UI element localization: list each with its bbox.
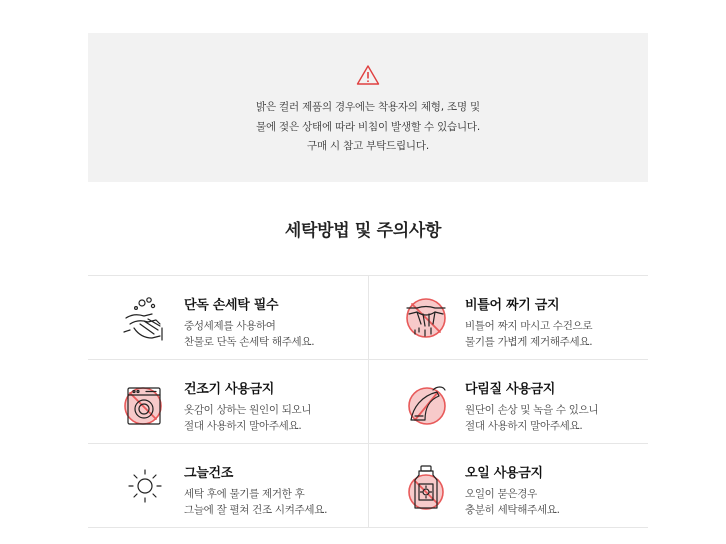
no-wring-icon xyxy=(403,294,449,344)
no-tumble-dry-icon xyxy=(122,378,168,428)
care-title: 다림질 사용금지 xyxy=(465,382,556,397)
notice-box xyxy=(88,33,648,182)
care-desc-1: 비틀어 짜지 마시고 수건으로 xyxy=(465,320,593,332)
care-desc-2: 절대 사용하지 말아주세요. xyxy=(184,420,302,432)
care-item-shade-dry xyxy=(88,444,368,528)
care-grid xyxy=(88,275,648,529)
care-item-no-iron xyxy=(368,360,648,444)
care-item-no-dryer xyxy=(88,360,368,444)
care-desc-1: 중성세제를 사용하여 xyxy=(184,320,276,332)
care-desc-2: 그늘에 잘 펼쳐 건조 시켜주세요. xyxy=(184,504,328,516)
no-oil-icon xyxy=(403,462,449,512)
hand-wash-icon xyxy=(122,294,168,344)
warning-triangle-icon xyxy=(356,64,380,86)
care-desc-2: 찬물로 단독 손세탁 해주세요. xyxy=(184,336,315,348)
care-title: 오일 사용금지 xyxy=(465,466,543,481)
notice-line-2: 물에 젖은 상태에 따라 비침이 발생할 수 있습니다. xyxy=(256,121,480,133)
care-title: 비틀어 짜기 금지 xyxy=(465,298,560,313)
care-desc-1: 오일이 묻은경우 xyxy=(465,488,537,500)
care-title: 그늘건조 xyxy=(184,466,234,481)
care-desc-1: 옷감이 상하는 원인이 되오니 xyxy=(184,404,312,416)
care-item-hand-wash xyxy=(88,276,368,360)
care-desc-2: 물기를 가볍게 제거해주세요. xyxy=(465,336,593,348)
care-desc-2: 절대 사용하지 말아주세요. xyxy=(465,420,583,432)
notice-line-1: 밝은 컬러 제품의 경우에는 착용자의 체형, 조명 및 xyxy=(256,101,480,113)
no-iron-icon xyxy=(403,378,449,428)
care-title: 건조기 사용금지 xyxy=(184,382,275,397)
care-item-no-oil xyxy=(368,444,648,528)
care-desc-1: 원단이 손상 및 녹을 수 있으니 xyxy=(465,404,599,416)
notice-line-3: 구매 시 참고 부탁드립니다. xyxy=(307,140,429,152)
care-desc-1: 세탁 후에 물기를 제거한 후 xyxy=(184,488,305,500)
care-desc-2: 충분히 세탁해주세요. xyxy=(465,504,560,516)
care-item-no-wring xyxy=(368,276,648,360)
section-title: 세탁방법 및 주의사항 xyxy=(284,221,442,241)
shade-dry-icon xyxy=(122,462,168,512)
care-title: 단독 손세탁 필수 xyxy=(184,298,279,313)
